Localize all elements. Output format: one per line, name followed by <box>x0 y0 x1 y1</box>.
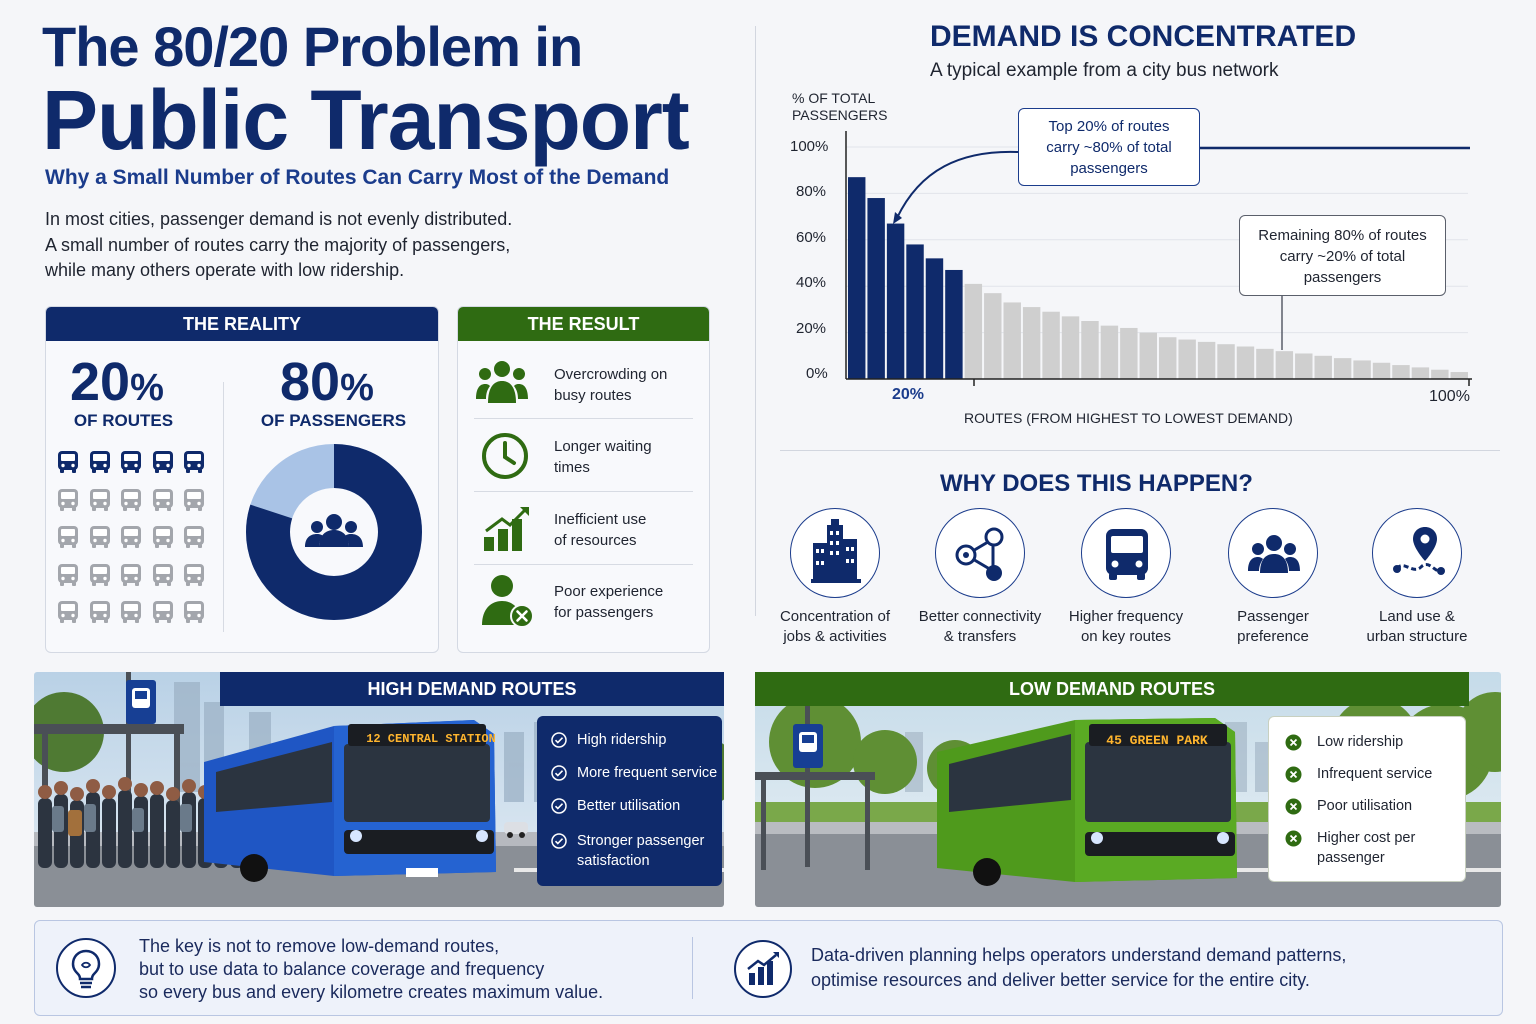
x-tick-label: 100% <box>1429 388 1470 405</box>
benefit-line: satisfaction <box>577 853 650 869</box>
callout-line: passengers <box>1303 269 1382 286</box>
bar-other-route <box>1178 340 1195 379</box>
why-line: Higher frequency <box>1068 608 1184 625</box>
result-line: Longer waiting <box>554 438 652 455</box>
why-item-label <box>905 607 1055 647</box>
cancel-circle-icon <box>1285 734 1302 751</box>
reality-heading: THE REALITY <box>46 307 438 341</box>
section-divider <box>780 450 1500 451</box>
bus-icon <box>151 562 175 588</box>
benefit-label <box>577 831 704 871</box>
routes-pct-sign: % <box>130 367 164 409</box>
routes-value: 20 <box>70 352 131 412</box>
lightbulb-icon <box>55 937 117 999</box>
bus-icon <box>88 449 112 475</box>
why-item-label <box>1342 607 1492 647</box>
routes-label: OF ROUTES <box>73 411 174 430</box>
bar-other-route <box>1315 356 1332 379</box>
bus-icon <box>56 599 80 625</box>
bus-stop-sign-icon <box>126 680 156 724</box>
why-heading: WHY DOES THIS HAPPEN? <box>940 470 1253 497</box>
bus-icon <box>182 524 206 550</box>
bar-other-route <box>1451 372 1468 379</box>
page-title-line1: The 80/20 Problem in <box>42 15 583 78</box>
buildings-icon <box>791 509 881 599</box>
footer-line: Data-driven planning helps operators understand demand patterns, <box>811 945 1347 965</box>
bus-icon <box>182 562 206 588</box>
people-group-icon <box>476 359 528 405</box>
bar-other-route <box>1431 370 1448 379</box>
intro-line: A small number of routes carry the majority of passengers, <box>45 235 511 255</box>
result-item-label <box>554 581 663 623</box>
result-line: for passengers <box>554 604 654 621</box>
bus-icon <box>151 449 175 475</box>
footer-line: The key is not to remove low-demand routes, <box>139 936 500 956</box>
why-item-label <box>760 607 910 647</box>
cancel-circle-icon <box>1285 766 1302 783</box>
key-message-banner <box>34 920 1503 1016</box>
bar-other-route <box>984 293 1001 379</box>
issue-label: Poor utilisation <box>1317 798 1413 814</box>
bar-top-route <box>926 258 943 379</box>
result-line: Poor experience <box>554 583 664 600</box>
passengers-label: OF PASSENGERS <box>260 411 407 430</box>
y-tick-label: 100% <box>790 138 829 155</box>
bus-grid <box>56 449 216 635</box>
passengers-percent <box>280 351 374 413</box>
callout-arrow <box>897 152 1018 218</box>
analytics-chart-icon <box>733 939 793 999</box>
bar-top-route <box>945 270 962 379</box>
y-axis-label-line: % OF TOTAL <box>792 90 876 106</box>
bar-top-route <box>887 224 904 379</box>
bus-icon <box>56 524 80 550</box>
benefit-label: More frequent service <box>577 765 718 781</box>
bar-other-route <box>1004 302 1021 379</box>
map-route-icon <box>1373 509 1463 599</box>
bar-top-route <box>906 244 923 379</box>
result-line: Overcrowding on <box>554 366 668 383</box>
result-line: Inefficient use <box>554 511 647 528</box>
bus-icon <box>119 524 143 550</box>
issue-label <box>1317 828 1415 868</box>
bar-other-route <box>1373 363 1390 379</box>
callout-line: carry ~80% of total <box>1046 139 1172 156</box>
intro-line: In most cities, passenger demand is not evenly distributed. <box>45 209 513 229</box>
high-demand-heading: HIGH DEMAND ROUTES <box>220 672 724 706</box>
bus-icon <box>1082 509 1172 599</box>
bar-other-route <box>1120 328 1137 379</box>
bar-other-route <box>1295 353 1312 379</box>
bar-other-route <box>1392 365 1409 379</box>
result-divider <box>474 418 693 419</box>
bus-icon <box>182 449 206 475</box>
bus-icon <box>119 562 143 588</box>
why-line: & transfers <box>943 628 1017 645</box>
bar-other-route <box>1062 316 1079 379</box>
issue-line: Higher cost per <box>1317 830 1416 846</box>
vertical-divider <box>755 26 756 616</box>
clock-icon <box>480 431 530 481</box>
bar-other-route <box>1256 349 1273 379</box>
bar-other-route <box>1237 347 1254 379</box>
x-tick-label: 20% <box>892 386 925 403</box>
y-tick-label: 20% <box>796 320 827 337</box>
y-tick-label: 80% <box>796 183 827 200</box>
bus-icon <box>56 562 80 588</box>
bus-destination-sign: 12 CENTRAL STATION <box>366 732 496 746</box>
bar-other-route <box>1042 312 1059 379</box>
key-message-left <box>139 935 603 1004</box>
intro-line: while many others operate with low ridership. <box>45 260 405 280</box>
low-demand-issues-box <box>1268 716 1466 882</box>
high-demand-benefits-box <box>537 716 722 886</box>
bus-icon <box>151 524 175 550</box>
bus-icon <box>119 449 143 475</box>
check-circle-icon <box>551 732 567 748</box>
banner-divider <box>692 937 693 999</box>
bus-icon <box>119 599 143 625</box>
page-title-line2: Public Transport <box>42 73 689 167</box>
growth-chart-icon <box>482 503 532 553</box>
bar-other-route <box>1081 321 1098 379</box>
check-circle-icon <box>551 765 567 781</box>
benefit-label: High ridership <box>577 732 667 748</box>
cancel-circle-icon <box>1285 830 1302 847</box>
benefit-line: Stronger passenger <box>577 833 705 849</box>
check-circle-icon <box>551 798 567 814</box>
low-demand-heading: LOW DEMAND ROUTES <box>755 672 1469 706</box>
bar-top-route <box>867 198 884 379</box>
bus-icon <box>56 487 80 513</box>
callout-line: passengers <box>1070 160 1148 177</box>
why-circle <box>790 508 880 598</box>
why-line: Land use & <box>1379 608 1455 625</box>
network-icon <box>936 509 1026 599</box>
footer-line: so every bus and every kilometre creates maximum value. <box>139 982 604 1002</box>
why-circle <box>935 508 1025 598</box>
bus-icon <box>151 599 175 625</box>
why-circle <box>1228 508 1318 598</box>
bar-other-route <box>1334 358 1351 379</box>
pass-pct-sign: % <box>340 367 374 409</box>
result-divider <box>474 564 693 565</box>
bar-other-route <box>1140 333 1157 379</box>
y-tick-label: 60% <box>796 229 827 246</box>
issue-label: Low ridership <box>1317 734 1404 750</box>
bus-stop-sign-icon <box>793 724 823 768</box>
demand-subtitle: A typical example from a city bus network <box>930 60 1279 81</box>
bus-destination-sign: 45 GREEN PARK <box>1106 733 1208 748</box>
callout-arrow-head <box>893 212 902 224</box>
y-tick-label: 0% <box>806 365 828 382</box>
bar-other-route <box>1198 342 1215 379</box>
x-axis-label: ROUTES (FROM HIGHEST TO LOWEST DEMAND) <box>964 410 1293 426</box>
why-item-label <box>1051 607 1201 647</box>
key-message-right <box>811 943 1346 993</box>
top-routes-callout <box>1018 108 1200 186</box>
why-line: Better connectivity <box>918 608 1042 625</box>
callout-line: Remaining 80% of routes <box>1258 227 1427 244</box>
result-line: of resources <box>554 532 637 549</box>
why-line: preference <box>1237 628 1309 645</box>
why-item-label <box>1198 607 1348 647</box>
remaining-routes-callout <box>1239 215 1446 296</box>
result-divider <box>474 491 693 492</box>
why-line: jobs & activities <box>783 628 887 645</box>
demand-title: DEMAND IS CONCENTRATED <box>930 20 1357 53</box>
why-line: Passenger <box>1237 608 1309 625</box>
reality-divider <box>223 382 224 632</box>
bus-icon <box>119 487 143 513</box>
bus-icon <box>88 487 112 513</box>
bus-icon <box>182 487 206 513</box>
bar-other-route <box>1353 360 1370 379</box>
callout-line: carry ~20% of total <box>1279 248 1406 265</box>
bus-icon <box>88 599 112 625</box>
check-circle-icon <box>551 833 567 849</box>
y-axis-label-line: PASSENGERS <box>792 107 888 123</box>
bus-icon <box>56 449 80 475</box>
why-line: on key routes <box>1080 628 1172 645</box>
bar-other-route <box>1276 351 1293 379</box>
issue-line: passenger <box>1317 850 1385 866</box>
bus-icon <box>182 599 206 625</box>
result-item-label <box>554 436 652 478</box>
passenger-donut <box>245 443 423 621</box>
result-line: times <box>554 459 590 476</box>
people-group-icon <box>305 514 363 547</box>
people-icon <box>1229 509 1319 599</box>
issue-label: Infrequent service <box>1317 766 1433 782</box>
result-item-label <box>554 509 646 551</box>
bar-other-route <box>1159 337 1176 379</box>
bar-other-route <box>1412 367 1429 379</box>
result-heading: THE RESULT <box>458 307 709 341</box>
why-circle <box>1081 508 1171 598</box>
benefit-label: Better utilisation <box>577 798 681 814</box>
footer-line: but to use data to balance coverage and frequency <box>139 959 545 979</box>
why-line: Concentration of <box>779 608 891 625</box>
result-line: busy routes <box>554 387 632 404</box>
why-circle <box>1372 508 1462 598</box>
bar-top-route <box>848 177 865 379</box>
result-item-label <box>554 364 667 406</box>
user-cancel-icon <box>480 573 536 629</box>
routes-percent <box>70 351 164 413</box>
result-panel <box>457 306 710 653</box>
bar-other-route <box>965 284 982 379</box>
footer-line: optimise resources and deliver better service for the entire city. <box>811 970 1310 990</box>
bar-other-route <box>1217 344 1234 379</box>
cancel-circle-icon <box>1285 798 1302 815</box>
y-tick-label: 40% <box>796 274 827 291</box>
bar-other-route <box>1101 326 1118 379</box>
reality-panel <box>45 306 439 653</box>
callout-line: Top 20% of routes <box>1048 118 1170 135</box>
bus-icon <box>151 487 175 513</box>
bus-icon <box>88 562 112 588</box>
pass-value: 80 <box>280 352 341 412</box>
why-line: urban structure <box>1366 628 1468 645</box>
bar-other-route <box>1023 307 1040 379</box>
bus-icon <box>88 524 112 550</box>
page-subtitle: Why a Small Number of Routes Can Carry Most of the Demand <box>45 166 670 189</box>
